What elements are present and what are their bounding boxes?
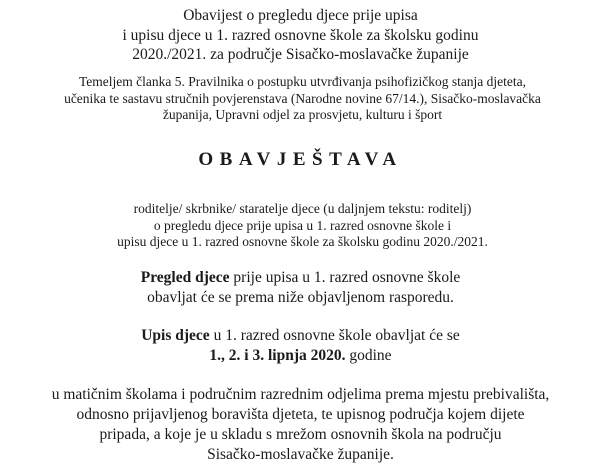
examination-line-1-rest: prije upisa u 1. razred osnovne škole: [229, 269, 461, 286]
examination-bold-phrase: Pregled djece: [140, 269, 230, 286]
recipients-line-2: o pregledu djece prije upisa u 1. razred osnovne škole i: [153, 217, 452, 233]
examination-paragraph: [0, 268, 601, 308]
enrollment-paragraph: [0, 326, 601, 366]
location-line-1: u matičnim školama i područnim razrednim odjelima prema mjestu prebivališta,: [51, 386, 550, 403]
enrollment-line-2: [0, 346, 601, 366]
recipients-paragraph: [30, 201, 575, 251]
recipients-line-1: roditelje/ skrbnike/ staratelje djece (u daljnjem tekstu: roditelj): [133, 201, 472, 216]
location-line-3: pripada, a koje je u skladu s mrežom osnovnih škola na području: [99, 426, 502, 443]
legal-preamble: [30, 74, 575, 124]
section-heading: OBAVJEŠTAVA: [198, 149, 403, 170]
location-paragraph: [0, 385, 601, 465]
examination-line-1: [0, 268, 601, 288]
preamble-line-2: učenika te sastavu stručnih povjerenstava (Narodne novine 67/14.), Sisačko-moslavačka: [64, 90, 541, 106]
examination-line-2: obavljat će se prema niže objavljenom rasporedu.: [147, 289, 454, 306]
location-line-4: Sisačko-moslavačke županije.: [207, 446, 394, 463]
enrollment-line-1-rest: u 1. razred osnovne škole obavljat će se: [209, 327, 460, 344]
enrollment-line-1: [0, 326, 601, 346]
notice-title-line-1: Obavijest o pregledu djece prije upisa: [183, 7, 418, 24]
enrollment-bold-phrase: Upis djece: [141, 327, 210, 344]
location-line-2: odnosno prijavljenog boravišta djeteta, te upisnog područja kojem dijete: [76, 406, 525, 423]
preamble-line-1: Temeljem članka 5. Pravilnika o postupku utvrđivanja psihofizičkog stanja djeteta,: [78, 74, 527, 89]
preamble-line-3: županija, Upravni odjel za prosvjetu, kulturu i šport: [162, 107, 443, 122]
notice-title: [0, 6, 601, 65]
notice-title-line-3: 2020./2021. za područje Sisačko-moslavačke županije: [132, 46, 469, 63]
enrollment-dates-suffix: godine: [345, 347, 392, 364]
recipients-line-3: upisu djece u 1. razred osnovne škole za školsku godinu 2020./2021.: [117, 234, 488, 249]
notice-title-line-2: i upisu djece u 1. razred osnovne škole za školsku godinu: [122, 26, 479, 44]
enrollment-dates: 1., 2. i 3. lipnja 2020.: [209, 347, 346, 364]
